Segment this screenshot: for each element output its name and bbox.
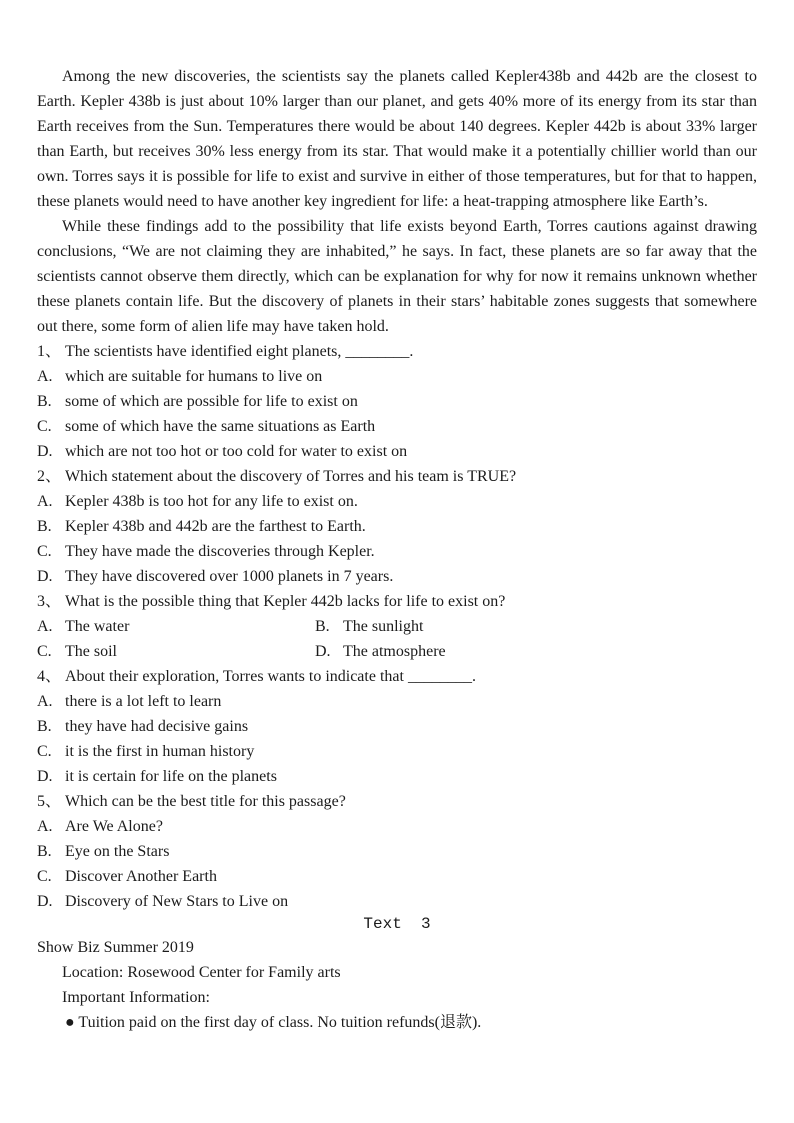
question-2-stem [37, 464, 757, 489]
option-letter: A. [37, 818, 53, 835]
question-4-option-d [37, 764, 757, 789]
question-1-number: 1、 [37, 343, 62, 360]
option-text: Discovery of New Stars to Live on [65, 893, 289, 910]
option-letter: D. [37, 443, 53, 460]
question-2-option-a [37, 489, 757, 514]
option-letter: D. [37, 768, 53, 785]
option-letter: B. [315, 618, 330, 635]
option-text: it is the first in human history [65, 743, 255, 760]
question-3-number: 3、 [37, 593, 62, 610]
section-location-line: Location: Rosewood Center for Family arts [62, 964, 341, 981]
option-letter: C. [37, 643, 52, 660]
option-text: Eye on the Stars [65, 843, 170, 860]
option-letter: C. [37, 543, 52, 560]
option-letter: C. [37, 743, 52, 760]
question-5-stem-text: Which can be the best title for this passage? [65, 793, 346, 810]
option-letter: B. [37, 843, 52, 860]
question-1-stem-text: The scientists have identified eight planets, ________. [65, 343, 414, 360]
question-5-option-c [37, 864, 757, 889]
option-letter: D. [37, 893, 53, 910]
question-4-option-c [37, 739, 757, 764]
option-letter: A. [37, 493, 53, 510]
question-1-option-a [37, 364, 757, 389]
passage-paragraph-1: Among the new discoveries, the scientists say the planets called Kepler438b and 442b are the closest to Earth. Kepler 438b is just about 10% larger than our planet, and gets 40% more of its energy from its star than Earth receives from the Sun. Temperatures there would be about 140 degrees. Kepler 442b is about 33% larger than Earth, but receives 30% less energy from its star. That would make it a potentially chillier world than our own. Torres says it is possible for life to exist and survive in either of those temperatures, but for that to happen, these planets would need to have another key ingredient for life: a heat-trapping atmosphere like Earth’s. [37, 68, 757, 210]
section-important-info-line: Important Information: [62, 989, 210, 1006]
question-3-option-c [37, 639, 315, 664]
option-text: which are suitable for humans to live on [65, 368, 323, 385]
option-text: they have had decisive gains [65, 718, 249, 735]
question-1-option-d [37, 439, 757, 464]
option-text: some of which are possible for life to exist on [65, 393, 358, 410]
passage-paragraph-2: While these findings add to the possibility that life exists beyond Earth, Torres cautions against drawing conclusions, “We are not claiming they are inhabited,” he says. In fact, these planets are so far away that the scientists cannot observe them directly, which can be explanation for why for now it remains unknown whether these planets contain life. But the discovery of planets in their stars’ habitable zones suggests that somewhere out there, some form of alien life may have taken hold. [37, 218, 757, 335]
question-1-option-b [37, 389, 757, 414]
option-text: Kepler 438b and 442b are the farthest to Earth. [65, 518, 366, 535]
question-2-stem-text: Which statement about the discovery of Torres and his team is TRUE? [65, 468, 517, 485]
question-5-option-a [37, 814, 757, 839]
option-text: Discover Another Earth [65, 868, 217, 885]
question-5-option-b [37, 839, 757, 864]
question-1 [37, 339, 757, 464]
question-5-number: 5、 [37, 793, 62, 810]
option-letter: D. [315, 643, 331, 660]
option-letter: A. [37, 368, 53, 385]
option-text: They have discovered over 1000 planets in 7 years. [65, 568, 394, 585]
question-4-stem [37, 664, 757, 689]
question-2-option-c [37, 539, 757, 564]
question-2 [37, 464, 757, 589]
option-letter: C. [37, 418, 52, 435]
question-2-number: 2、 [37, 468, 62, 485]
option-letter: A. [37, 618, 53, 635]
option-letter: D. [37, 568, 53, 585]
option-text: which are not too hot or too cold for water to exist on [65, 443, 408, 460]
question-4 [37, 664, 757, 789]
option-text: Are We Alone? [65, 818, 163, 835]
question-1-stem [37, 339, 757, 364]
option-text: They have made the discoveries through Kepler. [65, 543, 375, 560]
option-letter: B. [37, 393, 52, 410]
option-text: The atmosphere [343, 643, 446, 660]
question-3 [37, 589, 757, 664]
question-4-stem-text: About their exploration, Torres wants to indicate that ________. [65, 668, 476, 685]
question-4-option-a [37, 689, 757, 714]
question-3-stem [37, 589, 757, 614]
option-text: The soil [65, 643, 117, 660]
option-text: Kepler 438b is too hot for any life to exist on. [65, 493, 358, 510]
question-4-option-b [37, 714, 757, 739]
question-4-number: 4、 [37, 668, 62, 685]
option-text: it is certain for life on the planets [65, 768, 277, 785]
question-3-option-a [37, 614, 315, 639]
option-text: The water [65, 618, 130, 635]
option-letter: B. [37, 718, 52, 735]
option-letter: B. [37, 518, 52, 535]
question-2-option-b [37, 514, 757, 539]
question-2-option-d [37, 564, 757, 589]
question-3-options [37, 614, 757, 664]
question-3-option-d [315, 639, 757, 664]
section-title-show-biz: Show Biz Summer 2019 [37, 939, 194, 956]
option-text: some of which have the same situations as Earth [65, 418, 376, 435]
question-5 [37, 789, 757, 914]
question-5-option-d [37, 889, 757, 914]
question-1-option-c [37, 414, 757, 439]
option-letter: A. [37, 693, 53, 710]
question-3-stem-text: What is the possible thing that Kepler 442b lacks for life to exist on? [65, 593, 506, 610]
option-text: The sunlight [343, 618, 424, 635]
section-heading-text-3: Text 3 [363, 915, 431, 933]
option-letter: C. [37, 868, 52, 885]
section-bullet-tuition: ● Tuition paid on the first day of class. No tuition refunds(退款). [65, 1014, 482, 1031]
question-3-option-b [315, 614, 757, 639]
question-5-stem [37, 789, 757, 814]
option-text: there is a lot left to learn [65, 693, 222, 710]
